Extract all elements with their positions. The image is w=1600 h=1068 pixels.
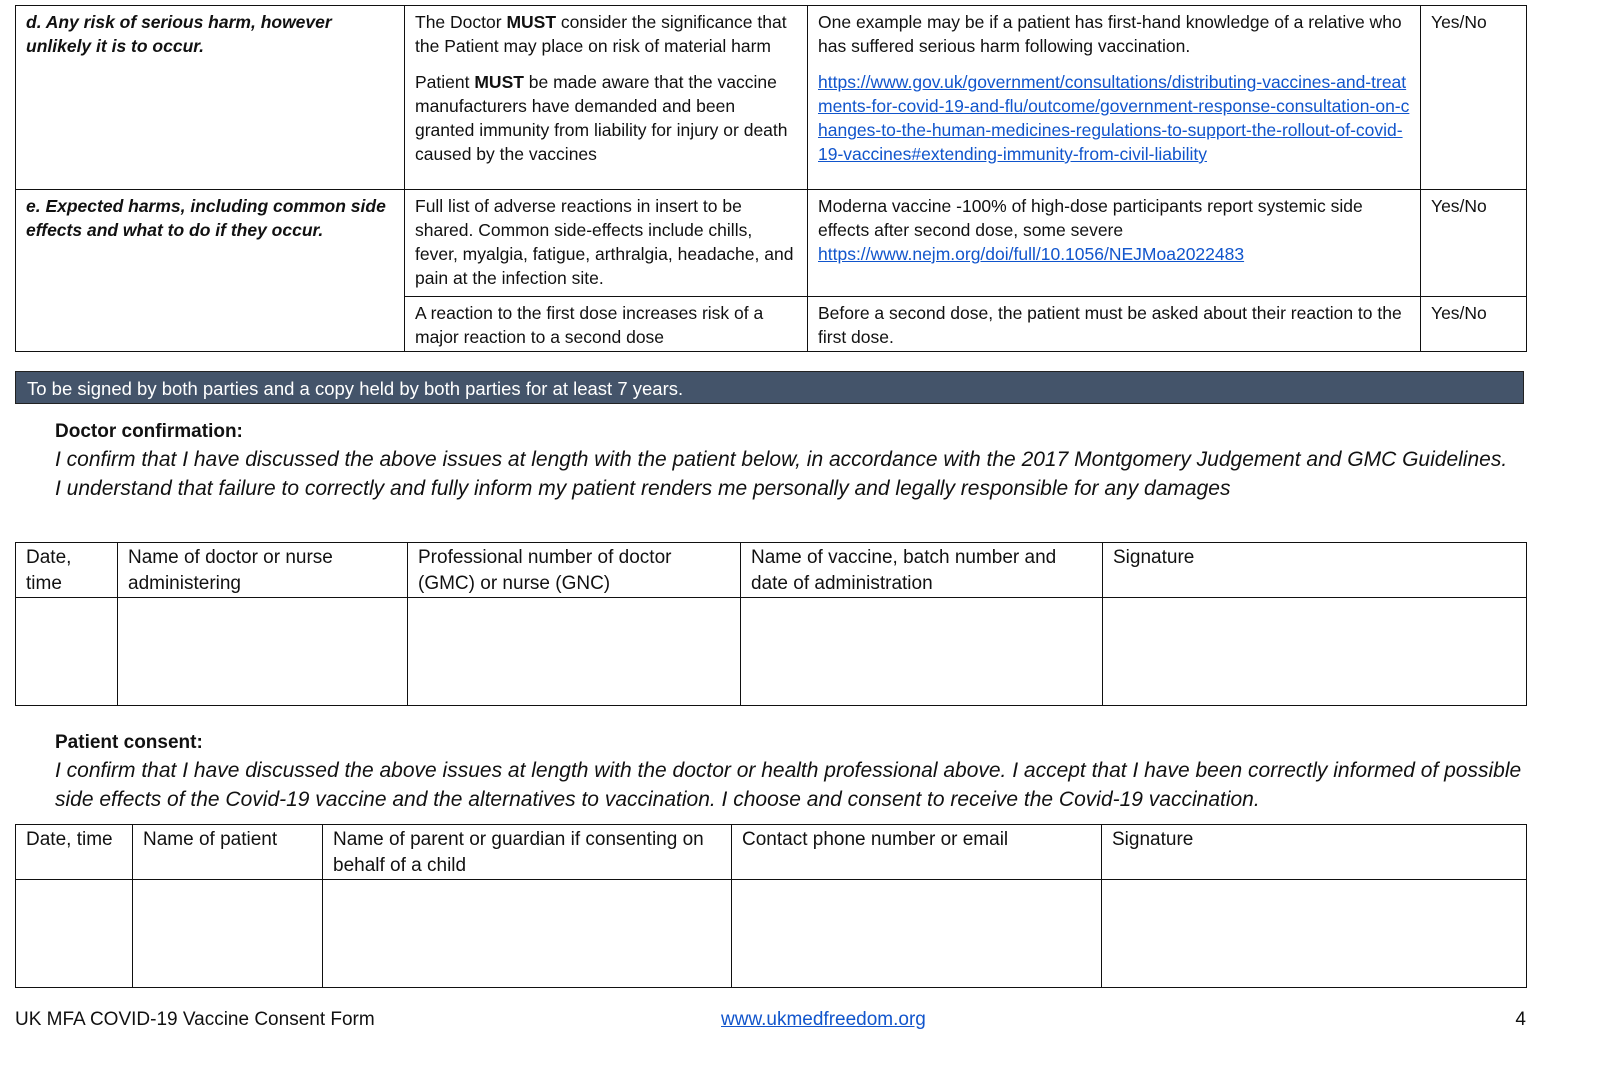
evidence-cell [808, 190, 1421, 297]
patient-consent [55, 730, 1535, 814]
column-header: Date, time [16, 543, 118, 598]
requirement-cell: A reaction to the first dose increases risk of a major reaction to a second dose [405, 297, 808, 352]
table-row [16, 598, 1527, 706]
column-header: Name of doctor or nurse administering [118, 543, 408, 598]
signing-banner: To be signed by both parties and a copy held by both parties for at least 7 years. [15, 371, 1524, 404]
column-header: Signature [1102, 825, 1527, 880]
doctor-signature-table [15, 542, 1527, 706]
requirement-paragraph: Patient MUST be made aware that the vaccine manufacturers have demanded and been granted immunity from liability for injury or death caused by the vaccines [415, 72, 788, 164]
issue-cell: d. Any risk of serious harm, however unlikely it is to occur. [16, 6, 405, 190]
evidence-text: Moderna vaccine -100% of high-dose participants report systemic side effects after second dose, some severe [818, 196, 1363, 240]
evidence-link[interactable]: https://www.nejm.org/doi/full/10.1056/NEJMoa2022483 [818, 244, 1245, 264]
answer-cell: Yes/No [1421, 6, 1527, 190]
column-header: Signature [1103, 543, 1527, 598]
evidence-text: One example may be if a patient has first-hand knowledge of a relative who has suffered serious harm following vaccination. [818, 12, 1402, 56]
signature-cell[interactable] [1103, 598, 1527, 706]
column-header: Date, time [16, 825, 133, 880]
column-header: Name of patient [133, 825, 323, 880]
table-header-row [16, 543, 1527, 598]
page-footer [15, 1009, 1526, 1035]
patient-consent-text: I confirm that I have discussed the above issues at length with the doctor or health professional above. I accept that I have been correctly informed of possible side effects of the Covid-19 vaccine and the alternatives to vaccination. I choose and consent to receive the Covid-19 vaccination. [55, 759, 1522, 811]
evidence-cell [808, 6, 1421, 190]
guardian-name-cell[interactable] [323, 880, 732, 988]
doctor-name-cell[interactable] [118, 598, 408, 706]
answer-cell: Yes/No [1421, 297, 1527, 352]
patient-name-cell[interactable] [133, 880, 323, 988]
column-header: Professional number of doctor (GMC) or nurse (GNC) [408, 543, 741, 598]
requirement-paragraph: The Doctor MUST consider the significance that the Patient may place on risk of material harm [415, 12, 787, 56]
requirement-cell: Full list of adverse reactions in insert to be shared. Common side-effects include chills, fever, myalgia, fatigue, arthralgia, headache, and pain at the infection site. [405, 190, 808, 297]
patient-consent-heading: Patient consent: [55, 732, 203, 753]
column-header: Name of vaccine, batch number and date of administration [741, 543, 1103, 598]
column-header: Contact phone number or email [732, 825, 1102, 880]
professional-number-cell[interactable] [408, 598, 741, 706]
date-time-cell[interactable] [16, 880, 133, 988]
requirement-cell [405, 6, 808, 190]
page-number: 4 [1515, 1009, 1526, 1030]
table-header-row [16, 825, 1527, 880]
doctor-responsibility-text: I understand that failure to correctly and fully inform my patient renders me personally and legally responsible for any damages [55, 477, 1231, 500]
contact-cell[interactable] [732, 880, 1102, 988]
signature-cell[interactable] [1102, 880, 1527, 988]
issue-cell: e. Expected harms, including common side effects and what to do if they occur. [16, 190, 405, 352]
table-row [16, 6, 1527, 190]
footer-form-title: UK MFA COVID-19 Vaccine Consent Form [15, 1009, 375, 1030]
doctor-confirmation-heading: Doctor confirmation: [55, 421, 243, 442]
patient-signature-table [15, 824, 1527, 988]
column-header: Name of parent or guardian if consenting on behalf of a child [323, 825, 732, 880]
vaccine-details-cell[interactable] [741, 598, 1103, 706]
evidence-link[interactable]: https://www.gov.uk/government/consultations/distributing-vaccines-and-treatments-for-covid-19-and-flu/outcome/government-response-consultation-on-changes-to-the-human-medicines-regulations-to-support-the-rollout-of-covid-19-vaccines#extending-immunity-from-civil-liability [818, 72, 1410, 164]
doctor-confirmation [55, 419, 1535, 503]
answer-cell: Yes/No [1421, 190, 1527, 297]
risk-table [15, 5, 1527, 352]
footer-website-link[interactable]: www.ukmedfreedom.org [721, 1009, 926, 1030]
date-time-cell[interactable] [16, 598, 118, 706]
doctor-confirmation-text: I confirm that I have discussed the above issues at length with the patient below, in accordance with the 2017 Montgomery Judgement and GMC Guidelines. [55, 448, 1508, 471]
table-row [16, 190, 1527, 297]
evidence-cell: Before a second dose, the patient must be asked about their reaction to the first dose. [808, 297, 1421, 352]
table-row [16, 880, 1527, 988]
